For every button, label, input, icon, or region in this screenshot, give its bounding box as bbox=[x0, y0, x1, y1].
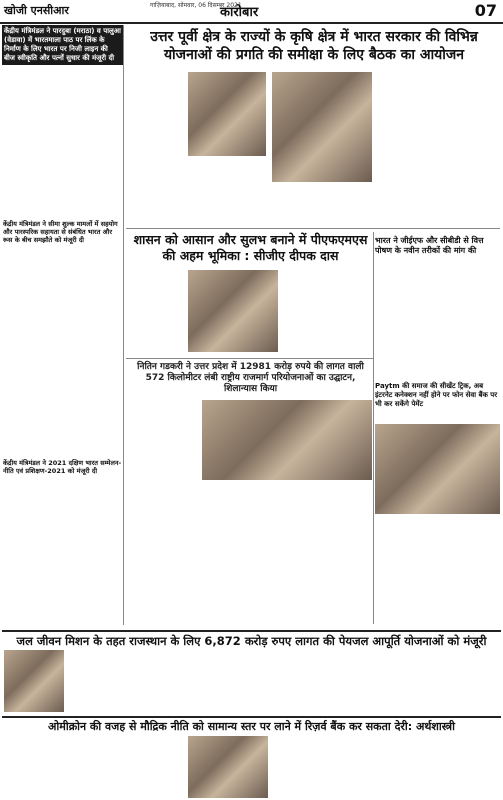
story5-headline: Paytm की समाज की सीखेंट ट्रिक, अब इंटरनेट कनेक्शन नहीं होने पर फोन सेवा बैंक पर भी कर सकेंगे पेमेंट bbox=[375, 382, 498, 408]
left-mid-heading: केंद्रीय मंत्रिमंडल ने सीमा शुल्क मामलों में सहयोग और पारस्परिक सहायता से संबंधित भारत और रूस के बीच समझौते को मंजूरी दी bbox=[3, 220, 118, 244]
lead-headline: उत्तर पूर्वी क्षेत्र के राज्यों के कृषि क्षेत्र में भारत सरकार की विभिन्न योजनाओं की प्रगति की समीक्षा के लिए बैठक का आयोजन bbox=[150, 29, 478, 63]
story6-photo bbox=[4, 650, 64, 712]
lead-photo-2 bbox=[272, 72, 372, 182]
lead-body-col-1 bbox=[128, 70, 184, 228]
story2-body-2 bbox=[282, 270, 372, 358]
paper-name: खोजी एनसीआर bbox=[4, 4, 69, 17]
lead-body-col-2 bbox=[188, 160, 266, 228]
lead-body-col-3 bbox=[272, 186, 372, 228]
page-number: 07 bbox=[474, 1, 497, 20]
story7-photo bbox=[188, 736, 268, 798]
lead-body-col-4 bbox=[376, 70, 500, 230]
story2-headline: शासन को आसान और सुलभ बनाने में पीएफएमएस की अहम भूमिका : सीजीए दीपक दास bbox=[128, 232, 373, 264]
left-column bbox=[2, 25, 124, 625]
story4-photo bbox=[202, 400, 372, 480]
row-rule bbox=[126, 228, 500, 229]
story4-headline: नितिन गडकरी ने उत्तर प्रदेश में 12981 करोड़ रुपये की लागत वाली 572 किलोमीटर लंबी राष्ट्रीय राजमार्ग परियोजनाओं का उद्घाटन, शिलान्यास किया bbox=[137, 362, 364, 394]
story6-headline: जल जीवन मिशन के तहत राजस्थान के लिए 6,872 करोड़ रुपए लागत की पेयजल आपूर्ति योजनाओं को मंजूरी bbox=[2, 630, 501, 648]
story4-body-2 bbox=[202, 484, 372, 624]
story7-headline: ओमीक्रोन की वजह से मौद्रिक नीति को सामान्य स्तर पर लाने में रिज़र्व बैंक कर सकता देरी: अर्थशास्त्री bbox=[2, 716, 501, 734]
row-rule bbox=[126, 358, 373, 359]
left-bottom-heading: केंद्रीय मंत्रिमंडल ने 2021 दक्षिण भारत सम्मेलन-नीति एवं प्रशिक्षण-2021 को मंजूरी दी bbox=[3, 459, 122, 475]
story2-photo bbox=[188, 270, 278, 352]
story5-photo bbox=[375, 424, 500, 514]
story7-body-1 bbox=[4, 736, 184, 798]
left-box-heading: केंद्रीय मंत्रिमंडल ने पारदुबा (मराठा) व पालुआ (वेडावा) में भारतमाला पाठ पर लिंक के निर्माण के लिए भारत पर निजी लाइन की बीज स्वीकृति और पत्नों सुधार की मंजूरी दी bbox=[2, 25, 123, 65]
story7-body-2 bbox=[272, 736, 500, 798]
date-line: गाज़ियाबाद, सोमवार, 06 दिसम्बर 2021 bbox=[150, 2, 242, 9]
story6-body bbox=[68, 650, 500, 712]
left-body-text-1 bbox=[2, 67, 123, 217]
story5-body bbox=[375, 518, 500, 624]
story3-headline: भारत ने जीईएफ और सीबीडी से वित्त पोषण के नवीन तरीकों की मांग की bbox=[375, 236, 484, 255]
left-body-text-3 bbox=[2, 477, 123, 627]
story2-body-1 bbox=[128, 270, 184, 358]
section-title: कारोबार bbox=[220, 5, 259, 20]
masthead bbox=[0, 0, 503, 24]
left-body-text-2 bbox=[2, 246, 123, 456]
lead-photo-1 bbox=[188, 72, 266, 156]
column-rule bbox=[373, 232, 374, 624]
story4-body-1 bbox=[128, 398, 198, 624]
story3-body bbox=[375, 262, 500, 372]
